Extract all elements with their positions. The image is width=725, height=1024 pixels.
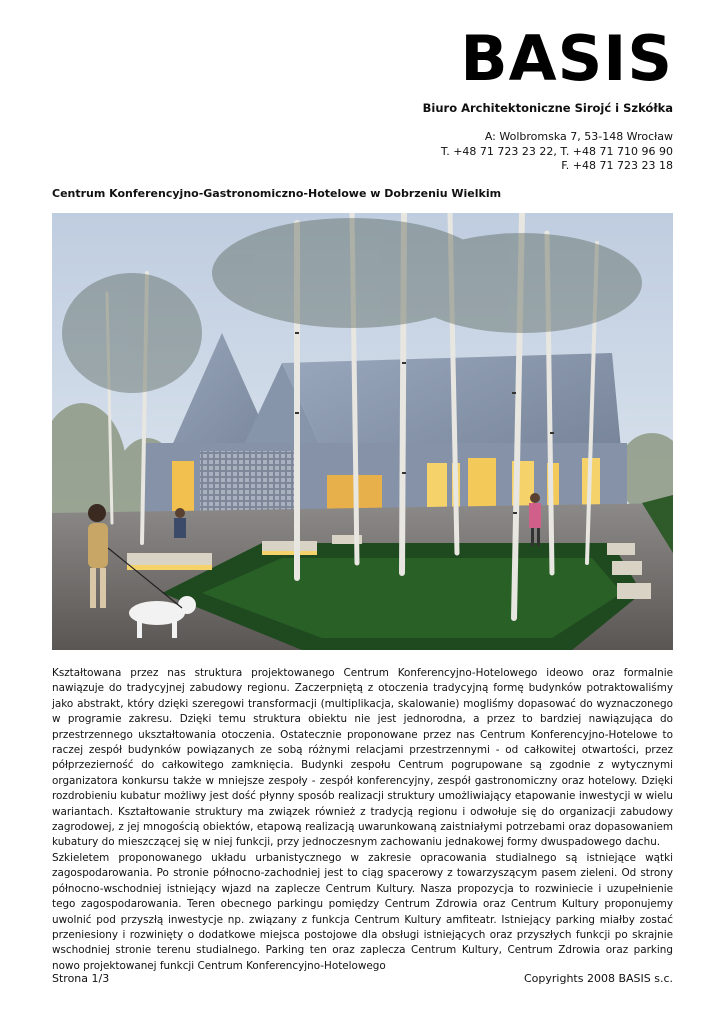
firm-name: Biuro Architektoniczne Sirojć i Szkółka	[422, 101, 673, 115]
seated-person	[174, 508, 186, 538]
contact-block	[441, 130, 673, 174]
page-number: Strona 1/3	[52, 972, 110, 985]
phone-numbers: T. +48 71 723 23 22, T. +48 71 710 96 90	[440, 144, 673, 158]
document-title: Centrum Konferencyjno-Gastronomiczno-Hotelowe w Dobrzeniu Wielkim	[52, 187, 502, 200]
architectural-rendering	[52, 213, 673, 650]
fax-number: F. +48 71 723 23 18	[561, 159, 673, 172]
basis-logo: BASIS	[460, 22, 673, 95]
address: A: Wolbromska 7, 53-148 Wrocław	[484, 130, 673, 143]
paragraph-2: Szkieletem proponowanego układu urbanistycznego w zakresie opracowania studialnego są istniejące wątki zagospodarowania. Po stronie północno-zachodniej jest to ciąg spacerowy z towarzyszącym pasem zieleni. Od strony północno-wschodniej istniejący wjazd na zaplecze Centrum Kultury. Nasza propozycja to rozwiniecie i uzupełnienie tego zagospodarowania. Teren obecnego parkingu pomiędzy Centrum Zdrowia oraz Centrum Kultury proponujemy uwolnić pod przyszłą inwestycje np. związany z funkcja Centrum Kultury amfiteatr. Istniejący parking miałby zostać przeniesiony i rozwinięty o dodatkowe miejsca postojowe dla obsługi istniejących oraz przyszłych funkcji po skrajnie wschodniej stronie terenu studialnego. Parking ten oraz zaplecza Centrum Kultury, Centrum Zdrowia oraz parking nowo projektowanej funkcji Centrum Konferencyjno-Hotelowego	[52, 851, 673, 972]
body-text	[52, 666, 673, 974]
copyright: Copyrights 2008 BASIS s.c.	[523, 972, 673, 985]
paragraph-1: Kształtowana przez nas struktura projektowanego Centrum Konferencyjno-Hotelowego ideowo oraz formalnie nawiązuje do tradycyjnej zabudowy regionu. Zaczerpniętą z otoczenia tradycyjną formę budynków potraktowaliśmy jako abstrakt, który dzięki szeregowi transformacji (multiplikacja, skalowanie) mogliśmy dopasować do wyznaczonego w programie zakresu. Dzięki temu struktura obiektu nie jest jednorodna, a przez to bardziej nawiązująca do przestrzennego ukształtowania otoczenia. Ostatecznie proponowane przez nas Centrum Konferencyjno-Hotelowe to raczej zespół budynków powiązanych ze sobą różnymi relacjami przestrzennymi - od całkowitej otwartości, przez półprzezierność do całkowitego zamknięcia. Budynki zespołu Centrum pogrupowane są zgodnie z wytycznymi organizatora konkursu także w mniejsze zespoły - zespół konferencyjny, zespół gastronomiczny oraz hotelowy. Dzięki rozdrobieniu kubatur możliwy jest dość płynny sposób realizacji struktury umożliwiający etapowanie inwestycji w wielu wariantach. Kształtowanie struktury ma związek również z tradycją regionu i odwołuje się do organizacji zabudowy zagrodowej, z jej mnogością obiektów, etapową realizacją uwarunkowaną zaistniałymi potrzebami oraz dopasowaniem kubatury do mieszczącej się w niej funkcji, przy jednoczesnym zachowaniu jednakowej formy dwuspadowego dachu.	[52, 667, 673, 849]
